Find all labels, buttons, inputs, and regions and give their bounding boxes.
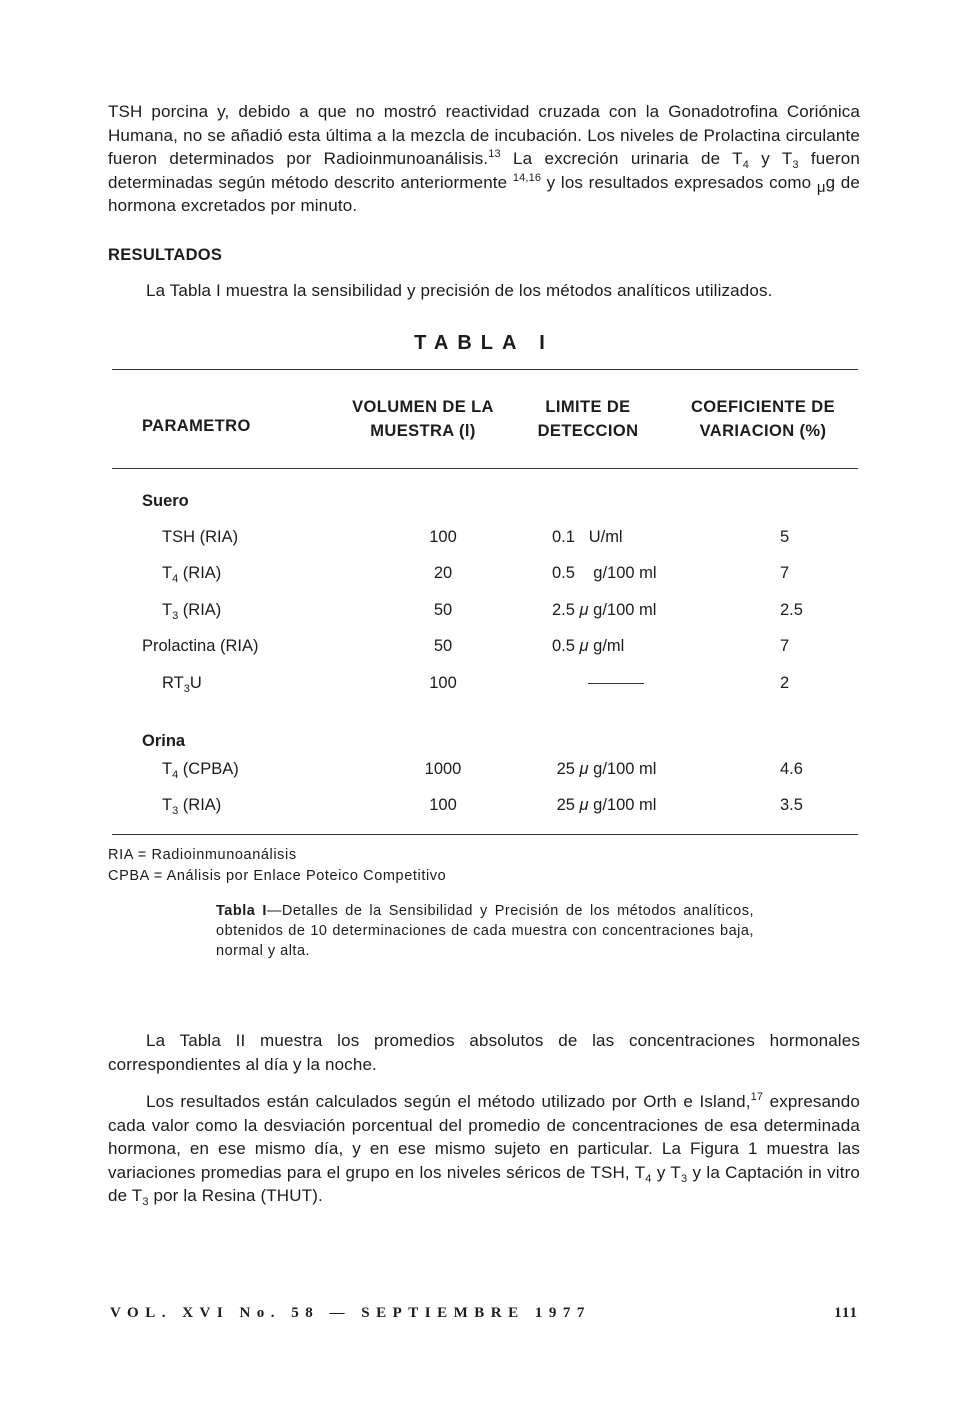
table-row: $T_4$ (CPBA) 1000 25 μ g/100 ml 4.6 xyxy=(162,760,803,782)
note-ria: RIA = Radioinmunoanálisis xyxy=(108,847,297,864)
intro-text-5: g de hormona excretados por minuto. xyxy=(108,172,860,215)
intro-text-1: TSH porcina y, debido a que no mostró reactividad cruzada con la Gonadotrofina Coriónica Humana, no se añadió esta última a la mezcla de incubación. Los niveles de Prolactina circulante fueron determinados por Radioinmunoanálisis. xyxy=(108,102,860,168)
caption-text: —Detalles de la Sensibilidad y Precisión de los métodos analíticos, obtenidos de 10 determinaciones de cada muestra con concentraciones baja, normal y alta. xyxy=(216,903,755,960)
header-parametro: PARAMETRO xyxy=(142,417,251,435)
table-title: TABLA I xyxy=(414,332,554,354)
page-footer xyxy=(110,1305,858,1322)
ref-14-16: 14,16 xyxy=(512,171,542,184)
intro-text-2: La excreción urinaria de T xyxy=(500,149,743,168)
results-intro: La Tabla I muestra la sensibilidad y precisión de los métodos analíticos utilizados. xyxy=(146,280,773,300)
intro-paragraph xyxy=(108,100,860,218)
section-suero: Suero xyxy=(142,491,189,510)
header-row xyxy=(112,370,858,468)
table-row: $RT_3U$ 100 2 xyxy=(162,673,790,695)
header-limite: LIMITE DE DETECCION xyxy=(537,398,639,440)
empty-dash xyxy=(588,683,644,684)
table-row: $T_3$ (RIA) 50 2.5 μ g/100 ml 2.5 xyxy=(162,600,803,622)
section-orina: Orina xyxy=(142,732,186,751)
table-row: Prolactina (RIA) 50 0.5 μ g/ml 7 xyxy=(142,637,790,656)
intro-text-3: fueron determinadas según método descrito anteriormente xyxy=(108,149,860,192)
table-row: $T_4$ (RIA) 20 0.5 g/100 ml 7 xyxy=(162,564,790,586)
table-row: $T_3$ (RIA) 100 25 μ g/100 ml 3.5 xyxy=(162,796,803,818)
footer-issue: VOL. XVI No. 58 — SEPTIEMBRE 1977 xyxy=(110,1305,591,1321)
page-body xyxy=(108,100,860,1208)
results-heading: RESULTADOS xyxy=(108,245,223,264)
intro-text-4: y los resultados expresados como xyxy=(541,172,817,192)
abbreviation-notes xyxy=(108,845,860,887)
sub-3: 3 xyxy=(792,159,799,171)
data-table xyxy=(112,469,858,834)
intro-text-y: y T xyxy=(748,149,793,168)
ref-13: 13 xyxy=(488,148,501,160)
header-volumen: VOLUMEN DE LA MUESTRA (l) xyxy=(352,398,494,440)
sub-4: 4 xyxy=(742,159,749,171)
caption-label: Tabla I xyxy=(216,903,267,920)
page-number: 111 xyxy=(834,1305,858,1321)
table-caption xyxy=(216,901,754,961)
results-paragraph: Los resultados están calculados según el método utilizado por Orth e Island,$^{17}$ expresando cada valor como la desviación porcentual del promedio de concentraciones de esa determinada hormona, en ese mismo día, y en ese mismo sujeto en particular. La Figura 1 muestra las variaciones promedias para el grupo en los niveles séricos de TSH, $T_4$ y $T_3$ y la Captación in vitro de $T_3$ por la Resina (THUT). xyxy=(108,1091,860,1209)
mu-symbol: μ xyxy=(816,178,826,196)
tabla2-paragraph: La Tabla II muestra los promedios absolutos de las concentraciones hormonales correspondientes al día y la noche. xyxy=(108,1031,860,1074)
header-coeficiente: COEFICIENTE DE VARIACION (%) xyxy=(690,398,836,440)
note-cpba: CPBA = Análisis por Enlace Poteico Competitivo xyxy=(108,868,447,885)
table-row: TSH (RIA) 100 0.1 U/ml 5 xyxy=(162,528,790,547)
ref-17: 17 xyxy=(750,1091,764,1104)
table-header xyxy=(112,370,858,468)
